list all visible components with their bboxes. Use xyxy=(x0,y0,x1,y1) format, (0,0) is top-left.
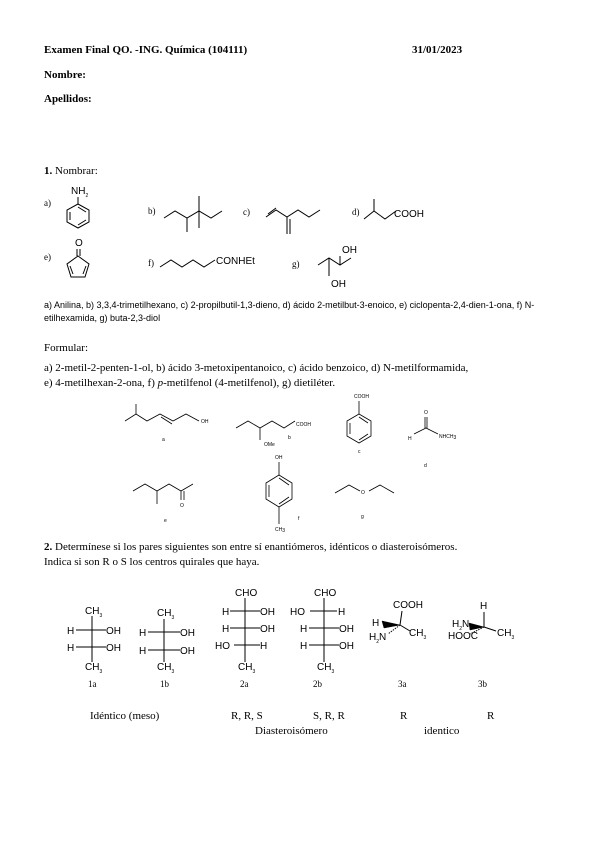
item-label-d: d) xyxy=(352,207,360,217)
svg-text:COOH: COOH xyxy=(393,600,423,611)
formular-c-label: c xyxy=(358,449,361,455)
oh-top-label: OH xyxy=(342,245,357,256)
formular-d-h: H xyxy=(408,436,412,442)
formular-b-label: b xyxy=(288,435,291,441)
section2-number: 2. xyxy=(44,541,53,553)
svg-text:OH: OH xyxy=(180,628,195,639)
svg-text:CH3: $CH_3$ xyxy=(497,628,515,641)
result-3a: R xyxy=(400,710,408,722)
svg-text:CHO: CHO xyxy=(235,588,258,599)
svg-text:CHO: CHO xyxy=(314,588,337,599)
svg-text:CH3: $CH_3$ xyxy=(85,662,103,675)
svg-text:H: H xyxy=(67,626,75,637)
svg-text:H: H xyxy=(372,618,380,629)
svg-text:H: H xyxy=(300,641,308,652)
formular-b-cooh: COOH xyxy=(296,422,311,428)
result-3b: R xyxy=(487,710,495,722)
item-label-g: g) xyxy=(292,259,300,269)
svg-text:H2N: $H_2N$ xyxy=(369,632,387,645)
formular-line1: a) 2-metil-2-penten-1-ol, b) ácido 3-metoxipentanoico, c) ácido benzoico, d) N-metilformamida, xyxy=(44,362,469,374)
svg-text:H: H xyxy=(222,624,230,635)
svg-text:CH3: $CH_3$ xyxy=(317,662,335,675)
section1-number: 1. xyxy=(44,165,53,177)
item-label-a: a) xyxy=(44,198,51,208)
formular-g-label: g xyxy=(361,514,364,520)
svg-text:H: H xyxy=(338,607,346,618)
formular-e-o: O xyxy=(180,503,184,509)
compound-label-3a: 3a xyxy=(398,679,407,689)
item-label-e: e) xyxy=(44,252,51,262)
relation-2: Diasteroisómero xyxy=(255,725,328,737)
compound-label-1b: 1b xyxy=(160,679,169,689)
svg-text:CH3: $CH_3$ xyxy=(85,606,103,619)
surname-label: Apellidos: xyxy=(44,93,92,105)
formular-a-oh: OH xyxy=(201,419,209,425)
svg-text:OH: OH xyxy=(339,624,354,635)
svg-text:OH: OH xyxy=(106,626,121,637)
svg-text:HO: HO xyxy=(290,607,305,618)
svg-text:H: H xyxy=(222,607,230,618)
svg-text:OH: OH xyxy=(180,646,195,657)
section2-line1: 2. Determínese si los pares siguientes son entre sí enantiómeros, idénticos o diasteroisómeros. xyxy=(44,541,458,553)
relation-3: identico xyxy=(424,725,460,737)
formular-f-oh: OH xyxy=(275,455,283,461)
svg-text:CH3: $CH_3$ xyxy=(157,662,175,675)
svg-text:H: H xyxy=(139,646,147,657)
result-1: Idéntico (meso) xyxy=(90,710,160,722)
formular-line2: e) 4-metilhexan-2-ona, f) p-metilfenol (4-metilfenol), g) dietiléter. xyxy=(44,377,336,389)
svg-text:H: H xyxy=(300,624,308,635)
svg-text:OH: OH xyxy=(106,643,121,654)
svg-text:CH3: $CH_3$ xyxy=(157,608,175,621)
section1-heading xyxy=(44,165,98,177)
svg-text:H: H xyxy=(139,628,147,639)
exam-date: 31/01/2023 xyxy=(412,44,463,56)
result-2a: R, R, S xyxy=(231,710,263,722)
section1-answers: a) Anilina, b) 3,3,4-trimetilhexano, c) 2-propilbutil-1,3-dieno, d) ácido 2-metilbut-3-enoico, e) ciclopenta-2,4-dien-1-ona, f) N-etilhexamida, g) buta-2,3-diol xyxy=(44,300,535,323)
formular-f-ch3: CH3 xyxy=(275,527,286,534)
exam-title: Examen Final QO. -ING. Química (104111) xyxy=(44,44,248,56)
svg-text:CH3: $CH_3$ xyxy=(409,628,427,641)
result-2b: S, R, R xyxy=(313,710,345,722)
conhet-label: CONHEt xyxy=(216,256,255,267)
name-label: Nombre: xyxy=(44,69,86,81)
compound-label-1a: 1a xyxy=(88,679,97,689)
formular-title: Formular: xyxy=(44,342,88,354)
formular-d-label: d xyxy=(424,463,427,469)
svg-text:H: H xyxy=(67,643,75,654)
formular-e-label: e xyxy=(164,518,167,524)
svg-text:HOOC: HOOC xyxy=(448,631,478,642)
svg-text:H: H xyxy=(260,641,268,652)
aniline-nh2-label: $NH_2$ xyxy=(71,186,89,199)
svg-text:HO: HO xyxy=(215,641,230,652)
formular-f-label: f xyxy=(298,516,300,522)
ketone-o-label: O xyxy=(75,238,83,249)
section2-line2: Indica si son R o S los centros quirales que haya. xyxy=(44,556,260,568)
item-label-b: b) xyxy=(148,206,156,216)
formular-c-cooh: COOH xyxy=(354,394,369,400)
svg-text:H2N: $H_2N$ xyxy=(452,619,470,632)
svg-text:OH: OH xyxy=(260,624,275,635)
oh-bottom-label: OH xyxy=(331,279,346,290)
formular-a-label: a xyxy=(162,437,165,443)
formular-d-nhch3: NHCH3 xyxy=(439,434,457,441)
item-label-f: f) xyxy=(148,258,154,268)
svg-text:OH: OH xyxy=(339,641,354,652)
svg-text:CH3: $CH_3$ xyxy=(238,662,256,675)
compound-label-3b: 3b xyxy=(478,679,487,689)
svg-text:OH: OH xyxy=(260,607,275,618)
item-label-c: c) xyxy=(243,207,250,217)
compound-label-2b: 2b xyxy=(313,679,322,689)
section1-title: Nombrar: xyxy=(55,165,98,177)
svg-text:H: H xyxy=(480,601,488,612)
cooh-label-d: COOH xyxy=(394,209,424,220)
formular-g-o: O xyxy=(361,490,365,496)
formular-d-o: O xyxy=(424,410,428,416)
formular-b-ome: OMe xyxy=(264,442,275,448)
compound-label-2a: 2a xyxy=(240,679,249,689)
